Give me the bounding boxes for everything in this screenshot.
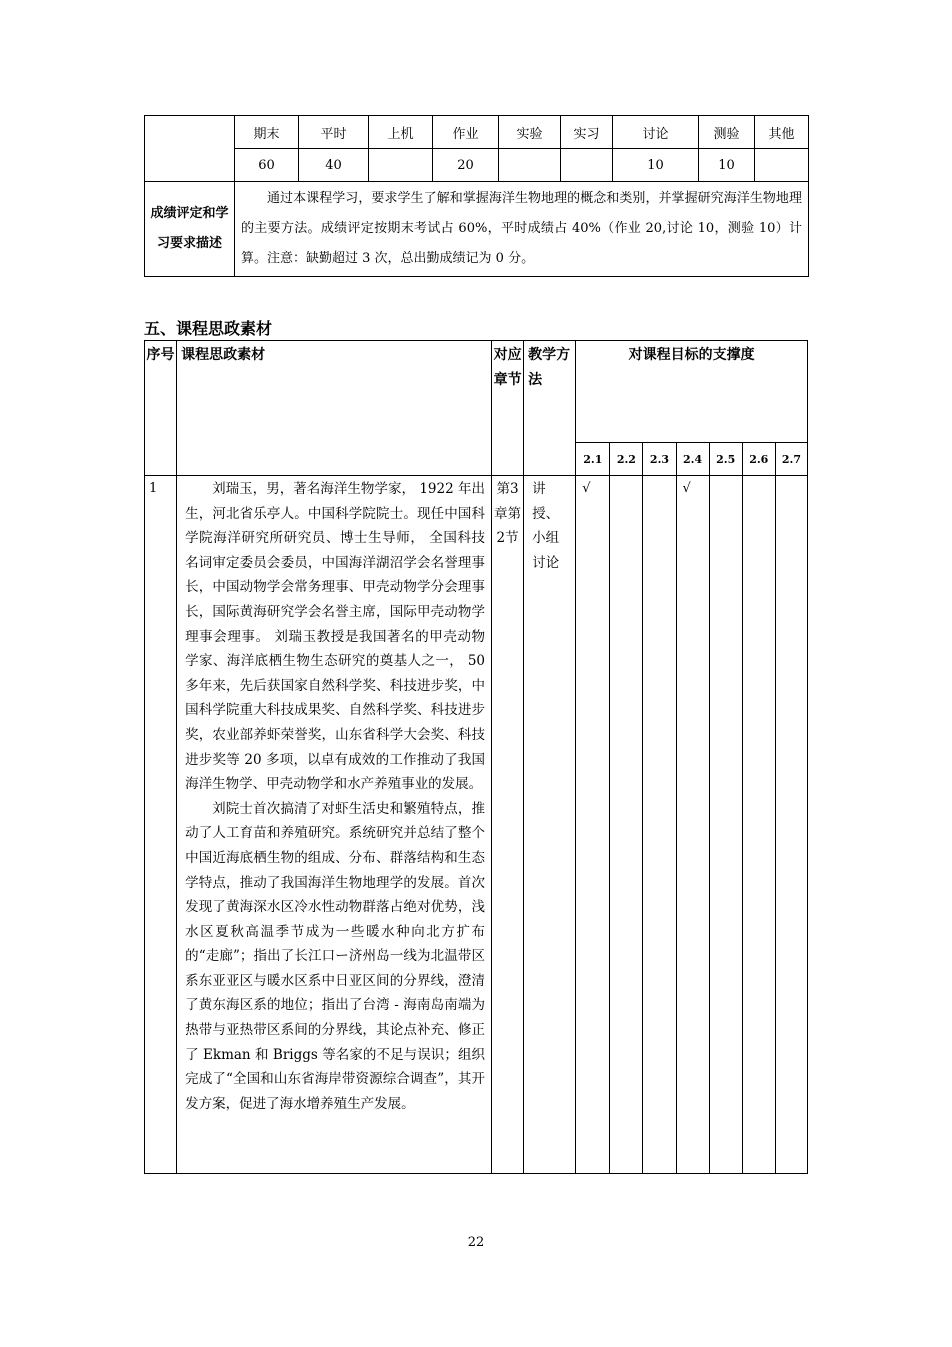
grading-value-cell: 40	[299, 149, 369, 182]
grading-header-cell: 实习	[561, 116, 613, 149]
target-header-cell: 2.3	[643, 443, 676, 476]
target-header-cell: 2.1	[576, 443, 610, 476]
method-cell: 讲授、小组讨论	[524, 476, 576, 1174]
grading-corner-cell	[145, 116, 235, 182]
grading-value-cell	[499, 149, 561, 182]
chapter-cell: 第3章第2节	[492, 476, 524, 1174]
grading-value-cell	[369, 149, 433, 182]
col-header-chapter: 对应章节	[492, 341, 524, 476]
page-number: 22	[467, 1235, 485, 1250]
check-cell: √	[576, 476, 610, 1174]
target-header-cell: 2.5	[709, 443, 742, 476]
grading-value-cell: 20	[433, 149, 499, 182]
target-header-cell: 2.6	[742, 443, 775, 476]
grading-value-cell: 10	[699, 149, 755, 182]
check-cell: √	[676, 476, 709, 1174]
grading-desc-cell	[235, 182, 809, 277]
grading-value-row	[145, 149, 809, 182]
grading-header-row	[145, 116, 809, 149]
material-cell	[177, 476, 492, 1174]
target-header-cell: 2.4	[676, 443, 709, 476]
grading-header-cell: 其他	[755, 116, 809, 149]
grading-header-cell: 期末	[235, 116, 299, 149]
row-number: 1	[145, 476, 177, 1174]
grading-desc-label: 成绩评定和学习要求描述	[145, 182, 235, 277]
check-cell	[775, 476, 807, 1174]
grading-header-cell: 讨论	[613, 116, 699, 149]
grading-header-cell: 测验	[699, 116, 755, 149]
check-cell	[643, 476, 676, 1174]
table-row	[145, 476, 808, 1174]
material-paragraph: 刘瑞玉，男，著名海洋生物学家， 1922 年出生，河北省乐亭人。中国科学院院士。现任中国科学院海洋研究所研究员、博士生导师， 全国科技名词审定委员会委员，中国海洋湖沼学会名誉理事长，中国动物学会常务理事、甲壳动物学分会理事长，国际黄海研究学会名誉主席，国际甲壳动物学理事会理事。 刘瑞玉教授是我国著名的甲壳动物学家、海洋底栖生物生态研究的奠基人之一， 50 多年来，先后获国家自然科学奖、科技进步奖，中国科学院重大科技成果奖、自然科学奖、科技进步奖，农业部养虾荣誉奖，山东省科学大会奖、科技进步奖等 20 多项，以卓有成效的工作推动了我国海洋生物学、甲壳动物学和水产养殖事业的发展。	[185, 481, 486, 793]
col-header-method: 教学方法	[524, 341, 576, 476]
grading-value-cell	[755, 149, 809, 182]
material-paragraph: 刘院士首次搞清了对虾生活史和繁殖特点，推动了人工育苗和养殖研究。系统研究并总结了整个中国近海底栖生物的组成、分布、群落结构和生态学特点，推动了我国海洋生物地理学的发展。首次发现了黄海深水区冷水性动物群落占绝对优势，浅水区夏秋高温季节成为一些暖水种向北方扩布的“走廊”；指出了长江口ー济州岛一线为北温带区系东亚亚区与暖水区系中日亚区间的分界线，澄清了黄东海区系的地位；指出了台湾 - 海南岛南端为热带与亚热带区系间的分界线，其论点补充、修正了 Ekman 和 Briggs 等名家的不足与误识；组织完成了“全国和山东省海岸带资源综合调查”，其开发方案，促进了海水增养殖生产发展。	[185, 800, 486, 1112]
grading-desc-row	[145, 182, 809, 277]
target-header-cell: 2.7	[775, 443, 807, 476]
material-header-row	[145, 341, 808, 443]
grading-table	[144, 115, 809, 277]
col-header-support: 对课程目标的支撑度	[576, 341, 808, 443]
section-title: 五、课程思政素材	[144, 319, 273, 338]
col-header-no: 序号	[145, 341, 177, 476]
grading-header-cell: 平时	[299, 116, 369, 149]
material-table	[144, 340, 808, 1174]
grading-value-cell	[561, 149, 613, 182]
check-cell	[742, 476, 775, 1174]
grading-header-cell: 上机	[369, 116, 433, 149]
grading-header-cell: 作业	[433, 116, 499, 149]
check-cell	[709, 476, 742, 1174]
grading-value-cell: 10	[613, 149, 699, 182]
target-header-cell: 2.2	[610, 443, 643, 476]
check-cell	[610, 476, 643, 1174]
col-header-material: 课程思政素材	[177, 341, 492, 476]
grading-desc-text: 通过本课程学习，要求学生了解和掌握海洋生物地理的概念和类别，并掌握研究海洋生物地理的主要方法。成绩评定按期末考试占 60%，平时成绩占 40%（作业 20,讨论 10，测验 10）计算。注意：缺勤超过 3 次，总出勤成绩记为 0 分。	[241, 191, 802, 266]
grading-header-cell: 实验	[499, 116, 561, 149]
grading-value-cell: 60	[235, 149, 299, 182]
